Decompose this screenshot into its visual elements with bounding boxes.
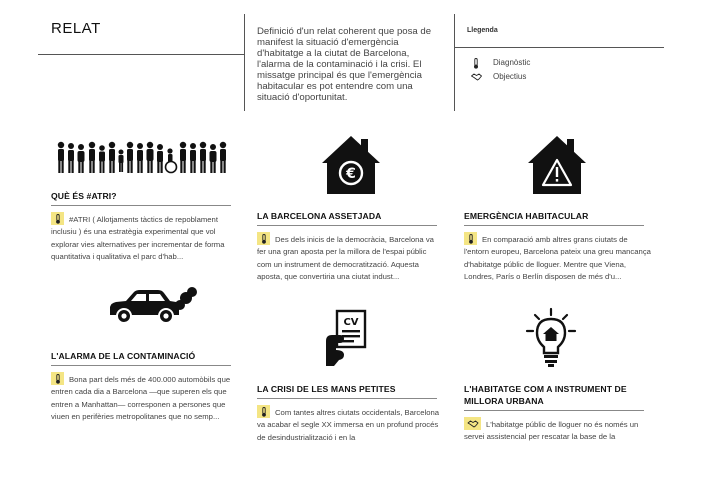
legend-label-diagnostic: Diagnòstic — [493, 58, 531, 67]
card-body-habitatge — [464, 417, 652, 444]
legend-item-objectives — [471, 72, 526, 81]
header-divider-vertical-2 — [454, 14, 455, 111]
legend-label-objectives: Objectius — [493, 72, 527, 81]
card-body-crisi — [257, 405, 443, 444]
card-rule-habitatge — [464, 410, 644, 411]
card-rule-contaminacio — [51, 365, 231, 366]
card-rule-crisi — [257, 398, 437, 399]
card-rule-emergencia — [464, 225, 644, 226]
card-body-contaminacio — [51, 372, 235, 424]
lightbulb-house-illustration — [523, 307, 579, 374]
intro-text: Definició d'un relat coherent que posa de manifest la situació d'emergència d'habitatge a la ciutat de Barcelona, l'alarma de la contaminació i la crisi. El missatge principal és que l'emergència habitacular es pot entendre com una situació d'oportunitat. — [257, 26, 432, 103]
hand-cv-illustration — [322, 308, 370, 373]
card-text-habitatge: L'habitatge públic de lloguer no és només un servei assistencial per rescatar la base de la — [464, 420, 639, 442]
handshake-icon — [464, 417, 481, 430]
header-divider-vertical-1 — [244, 14, 245, 111]
header-divider-left — [38, 54, 244, 55]
card-title-contaminacio: L'ALARMA DE LA CONTAMINACIÓ — [51, 351, 196, 361]
card-title-barcelona: LA BARCELONA ASSETJADA — [257, 211, 382, 221]
card-title-habitatge: L'HABITATGE COM A INSTRUMENT DE MILLORA URBANA — [464, 384, 627, 406]
card-text-contaminacio: Bona part dels més de 400.000 automòbils que entren cada dia a Barcelona —que superen els que entren a Manhattan— corresponen a persones que viuen en perifèries metropolitanes que no semp... — [51, 375, 231, 422]
card-rule-barcelona — [257, 225, 437, 226]
thermometer-icon — [51, 372, 64, 385]
card-text-atri: #ATRI ( Allotjaments tàctics de repoblament inclusiu ) és una estratègia experimental que vol explorar vies alternatives per incrementar de forma quantitativa i qualitativa el parc d'hab... — [51, 215, 225, 262]
house-warning-illustration — [525, 133, 589, 202]
thermometer-icon — [257, 232, 270, 245]
legend-item-diagnostic — [471, 58, 530, 67]
header-divider-right — [454, 47, 664, 48]
thermometer-icon — [473, 58, 479, 71]
house-euro-illustration — [319, 133, 383, 202]
handshake-icon — [471, 73, 482, 83]
card-rule-atri — [51, 205, 231, 206]
card-title-atri: QUÈ ÉS #ATRI? — [51, 191, 117, 201]
people-group-illustration — [54, 140, 230, 179]
thermometer-icon — [257, 405, 270, 418]
svg-text:CV: CV — [343, 317, 359, 328]
thermometer-icon — [51, 212, 64, 225]
svg-text:€: € — [346, 166, 356, 182]
card-text-crisi: Com tantes altres ciutats occidentals, Barcelona va acabar el segle XX immersa en un profund procés de desindustrialització i en la — [257, 408, 440, 442]
card-title-emergencia: EMERGÈNCIA HABITACULAR — [464, 211, 589, 221]
card-text-emergencia: En comparació amb altres grans ciutats de l'entorn europeu, Barcelona pateix una greu mancança d'habitatge públic de lloguer. Mentre que Viena, Londres, París o Berlín disposen de més d'u... — [464, 235, 651, 282]
thermometer-icon — [464, 232, 477, 245]
card-body-emergencia — [464, 232, 652, 284]
card-text-barcelona: Des dels inicis de la democràcia, Barcelona va fer una gran aposta per la millora de l'espai públic com un instrument de democratització. Aquesta aposta, que convertiria una ciutat indust... — [257, 235, 434, 282]
page-title: RELAT — [51, 20, 101, 37]
card-title-crisi: LA CRISI DE LES MANS PETITES — [257, 384, 396, 394]
car-smoke-illustration — [106, 285, 198, 330]
card-body-barcelona — [257, 232, 443, 284]
card-body-atri — [51, 212, 235, 264]
legend-title: Llegenda — [467, 27, 498, 34]
